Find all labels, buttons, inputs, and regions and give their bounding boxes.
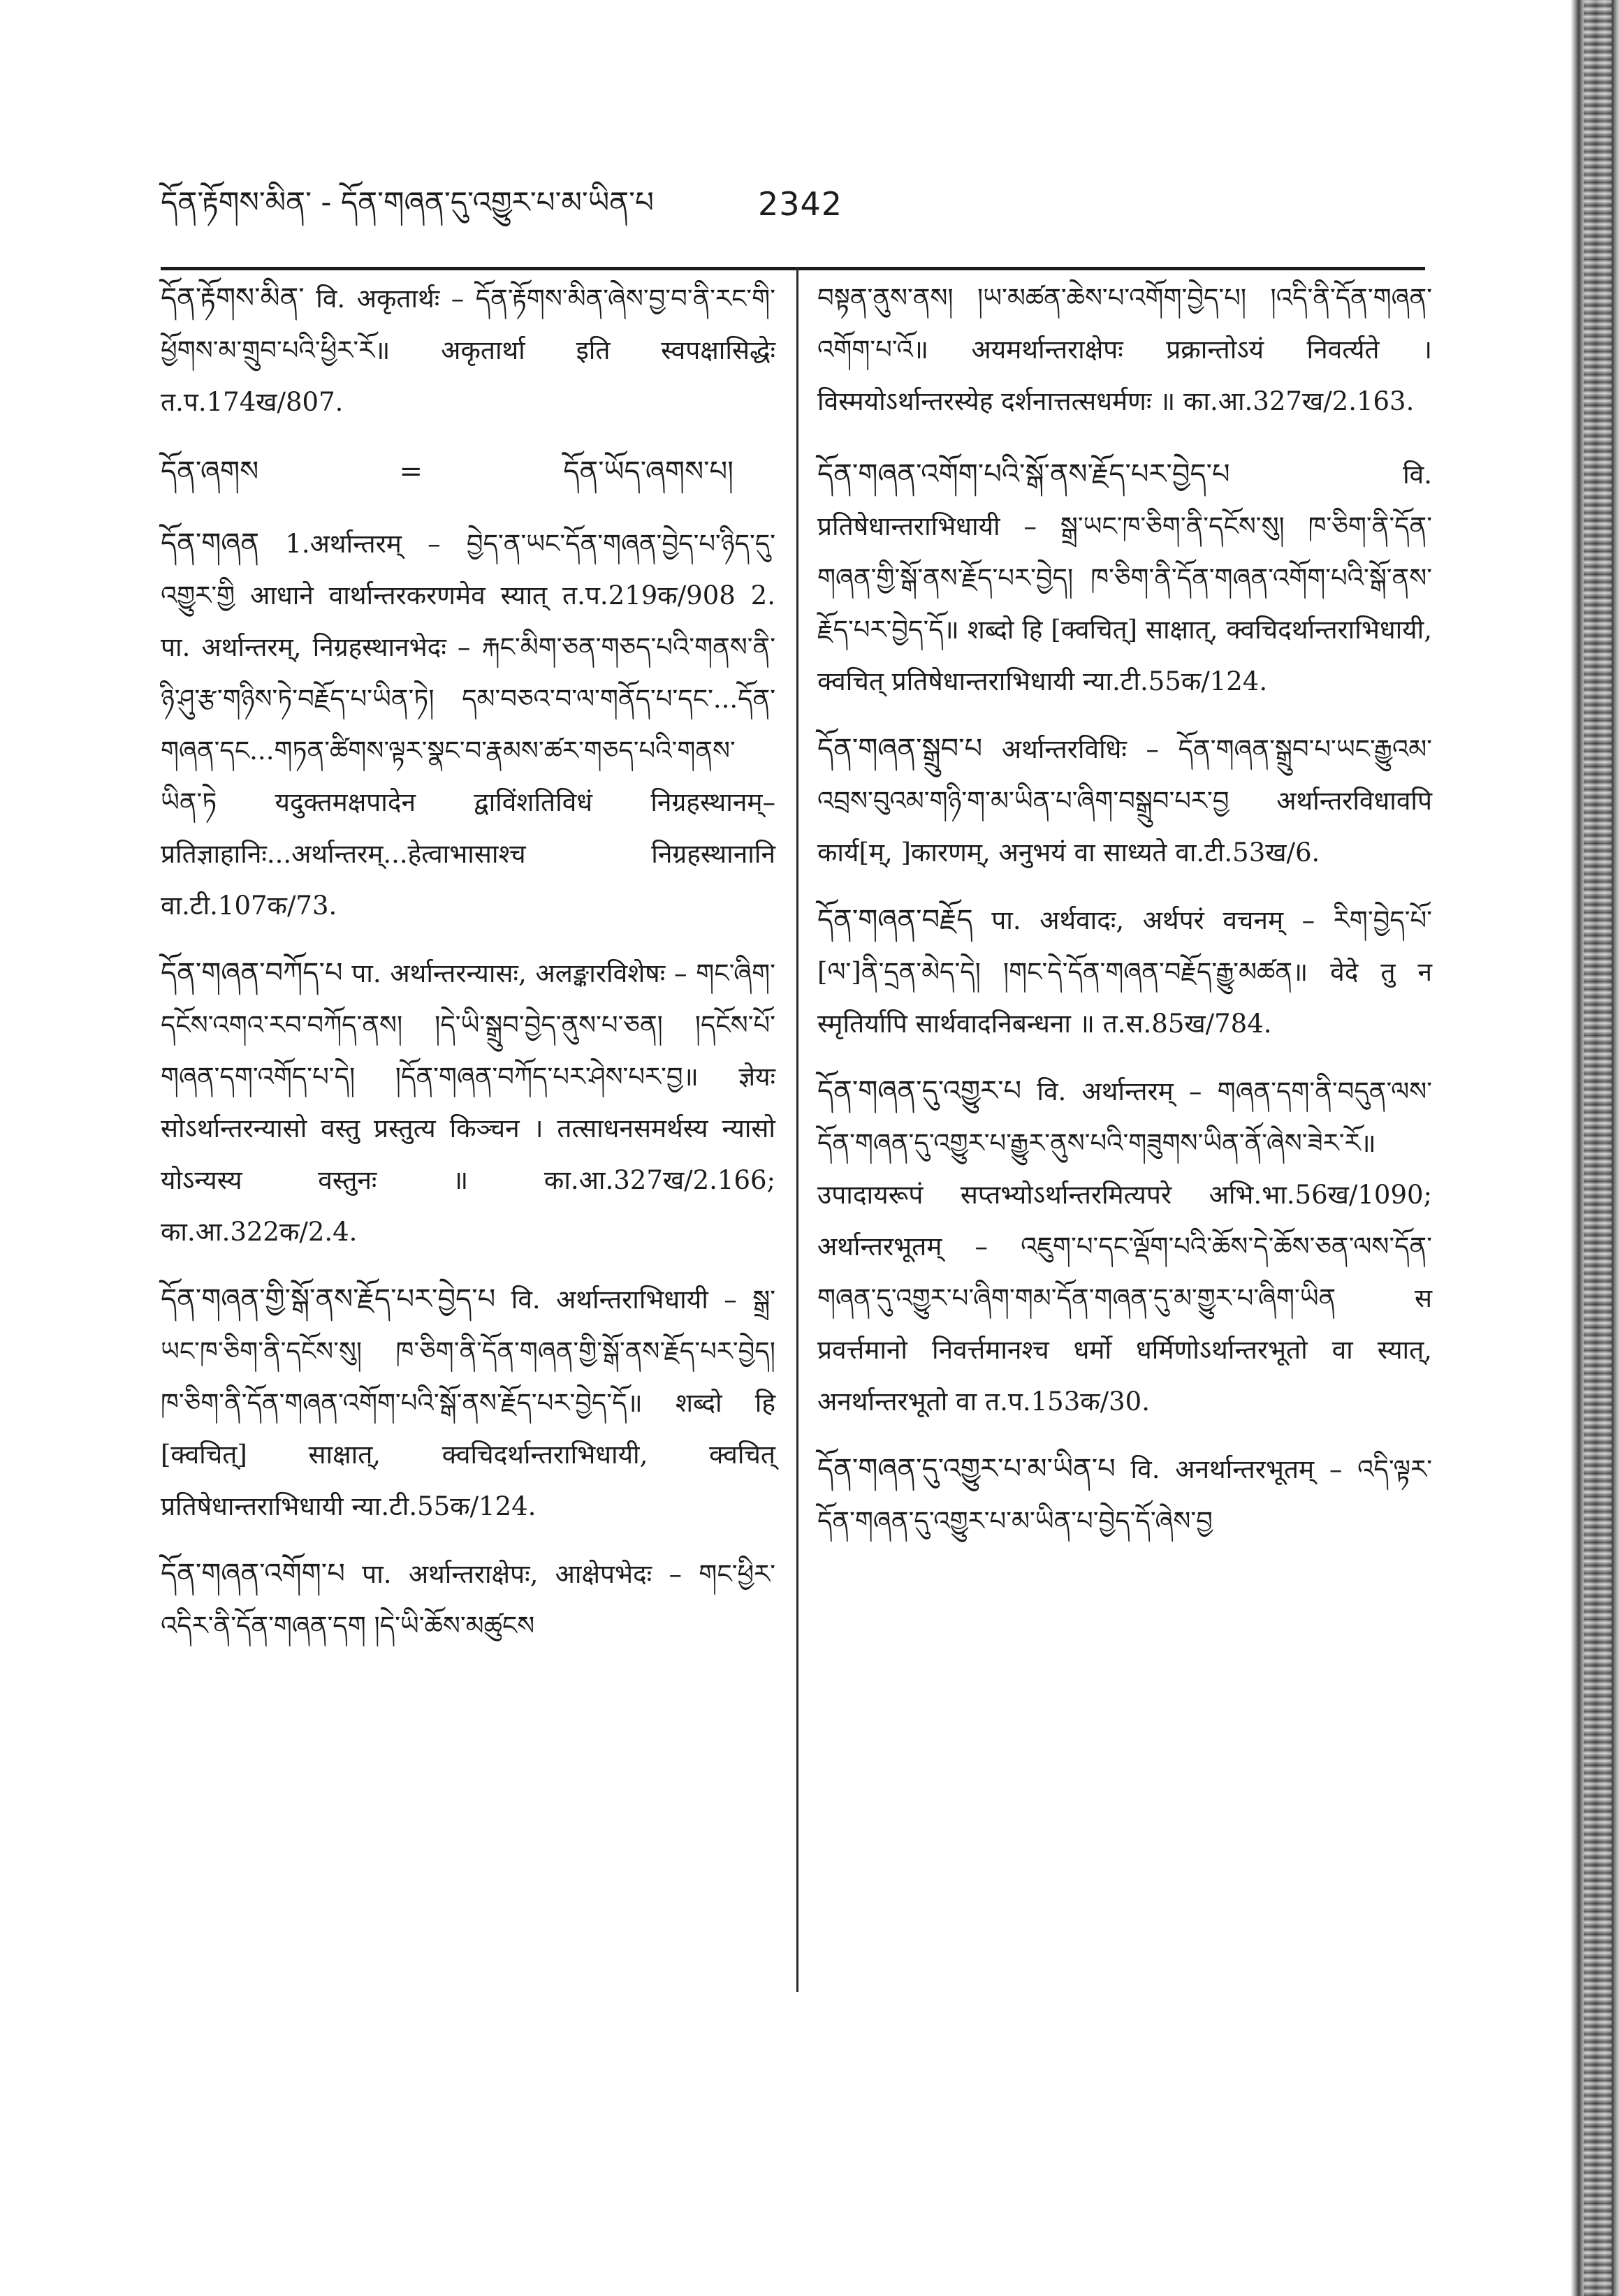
cross-reference-target: དོན་ཡོད་ཞགས་པ། xyxy=(563,455,734,488)
entry-headword: དོན་གཞན xyxy=(161,527,260,560)
entry-headword: དོན་གཞན་འགོག་པ xyxy=(161,1558,345,1590)
left-column xyxy=(161,272,775,1667)
cross-reference-entry xyxy=(161,444,734,499)
entry-headword: དོན་གཞན་བརྗོད xyxy=(817,904,973,936)
running-header xyxy=(161,178,1209,234)
entry-headword: དོན་གཞན་དུ་འགྱུར་པ་མ་ཡིན་པ xyxy=(817,1453,1116,1485)
running-head-title: དོན་རྟོགས་མིན་ - དོན་གཞན་དུ་འགྱུར་པ་མ་ཡིན་པ xyxy=(161,185,654,219)
dictionary-entry xyxy=(161,1548,775,1652)
entry-definition: 1.अर्थान्तरम् – བྱེད་ན་ཡང་དོན་གཞན་བྱེད་པ་ཉིད་དུ་འགྱུར་གྱི आधाने वार्थान्तरकरणमेव स्यात् त.प.219क/908 2. पा. अर्थान्तरम्, निग्रहस्थानभेदः – རྐང་མིག་ཅན་གཅད་པའི་གནས་ནི་ཉི་ཤུ་རྩ་གཉིས་ཏེ་བརྗོད་པ་ཡིན་ཏེ། དམ་བཅའ་བ་ལ་གནོད་པ་དང་...དོན་གཞན་དང...གཏན་ཚིགས་ལྟར་སྣང་བ་རྣམས་ཚར་གཅད་པའི་གནས་ཡིན་ཏེ यदुक्तमक्षपादेन द्वाविंशतिविधं निग्रहस्थानम्–प्रतिज्ञाहानिः...अर्थान्तरम्...हेत्वाभासाश्च निग्रहस्थानानि वा.टी.107क/73. xyxy=(161,529,776,921)
entry-headword: དོན་གཞན་བཀོད་པ xyxy=(161,957,343,989)
entry-definition: वि. अनर्थान्तरभूतम् – འདི་ལྟར་དོན་གཞན་དུ་འགྱུར་པ་མ་ཡིན་པ་བྱེད་དོ་ཞེས་བྱ xyxy=(817,1454,1433,1536)
right-column xyxy=(817,272,1432,1563)
header-rule xyxy=(161,267,1425,270)
dictionary-entry xyxy=(161,518,775,932)
dictionary-entry xyxy=(817,894,1432,1050)
dictionary-entry xyxy=(161,947,775,1258)
entry-headword: དོན་གཞན་དུ་འགྱུར་པ xyxy=(817,1075,1022,1107)
entry-continuation xyxy=(817,272,1432,427)
entry-definition: पा. अर्थान्तरन्यासः, अलङ्कारविशेषः – གང་ཞིག་དངོས་འགའ་རབ་བཀོད་ནས། །དེ་ཡི་སྒྲུབ་བྱེད་ནུས་པ་ཅན། །དངོས་པོ་གཞན་དག་འགོད་པ་དེ། །དོན་གཞན་བཀོད་པར་ཤེས་པར་བྱ॥ ज्ञेयः सोऽर्थान्तरन्यासो वस्तु प्रस्तुत्य किञ्चन । तत्साधनसमर्थस्य न्यासो योऽन्यस्य वस्तुनः ॥ का.आ.327ख/2.166; का.आ.322क/2.4. xyxy=(161,958,775,1247)
dictionary-entry xyxy=(817,723,1432,879)
dictionary-entry xyxy=(161,272,775,428)
entry-definition: བསྟན་ནུས་ནས། །ཡ་མཚན་ཆེས་པ་འགོག་བྱེད་པ། །འདི་ནི་དོན་གཞན་འགོག་པ་འོ॥ अयमर्थान्तराक्षेपः प्रक्रान्तोऽयं निवर्त्यते । विस्मयोऽर्थान्तरस्येह दर्शनात्तत्सधर्मणः ॥ का.आ.327ख/2.163. xyxy=(817,283,1432,416)
entry-definition: वि. अकृतार्थः – དོན་རྟོགས་མིན་ཞེས་བྱ་བ་ནི་རང་གི་ཕྱོགས་མ་གྲུབ་པའི་ཕྱིར་རོ॥ अकृतार्था इति स्वपक्षासिद्धेः त.प.174ख/807. xyxy=(161,284,776,417)
entry-headword: དོན་གཞན་འགོག་པའི་སྒོ་ནས་རྗོད་པར་བྱེད་པ xyxy=(817,458,1230,490)
entry-headword: དོན་རྟོགས་མིན་ xyxy=(161,282,305,314)
entry-headword: དོན་གཞན་གྱི་སྒོ་ནས་རྗོད་པར་བྱེད་པ xyxy=(161,1283,496,1315)
entry-definition: पा. अर्थवादः, अर्थपरं वचनम् – རིག་བྱེད་པོ་[ལ་]ནི་དྲན་མེད་དེ། །གང་དེ་དོན་གཞན་བརྗོད་རྒྱུ་མཚན॥ वेदे तु न स्मृतिर्यापि सार्थवादनिबन्धना ॥ त.स.85ख/784. xyxy=(817,905,1432,1039)
dictionary-entry xyxy=(817,1065,1432,1428)
column-divider xyxy=(796,267,798,1992)
entry-headword: དོན་གཞན་སྒྲུབ་པ xyxy=(817,733,983,765)
page-number: 2342 xyxy=(758,185,843,223)
entry-definition: वि. अर्थान्तराभिधायी – སྒྲ་ཡང་ཁ་ཅིག་ནི་དངོས་སུ། ཁ་ཅིག་ནི་དོན་གཞན་གྱི་སྒོ་ནས་རྗོད་པར་བྱེད། ཁ་ཅིག་ནི་དོན་གཞན་འགོག་པའི་སྒོ་ནས་རྗོད་པར་བྱེད་དོ॥ शब्दो हि [क्वचित्] साक्षात्, क्वचिदर्थान्तराभिधायी, क्वचित् प्रतिषेधान्तराभिधायी न्या.टी.55क/124. xyxy=(161,1285,775,1521)
entry-definition: वि. अर्थान्तरम् – གཞན་དག་ནི་བདུན་ལས་དོན་གཞན་དུ་འགྱུར་པ་རྒྱུར་ནུས་པའི་གཟུགས་ཡིན་ནོ་ཞེས་ཟེར་རོ॥ उपादायरूपं सप्तभ्योऽर्थान्तरमित्यपरे अभि.भा.56ख/1090; अर्थान्तरभूतम् – འཇུག་པ་དང་ལྡོག་པའི་ཆོས་དེ་ཆོས་ཅན་ལས་དོན་གཞན་དུ་འགྱུར་པ་ཞིག་གམ་དོན་གཞན་དུ་མ་གྱུར་པ་ཞིག་ཡིན स प्रवर्त्तमानो निवर्त्तमानश्च धर्मो धर्मिणोऽर्थान्तरभूतो वा स्यात्, अनर्थान्तरभूतो वा त.प.153क/30. xyxy=(817,1076,1432,1417)
dictionary-entry xyxy=(161,1273,775,1533)
dictionary-entry xyxy=(817,448,1432,708)
scan-edge-shadow xyxy=(1571,0,1620,2296)
entry-definition: वि. प्रतिषेधान्तराभिधायी – སྒྲ་ཡང་ཁ་ཅིག་ནི་དངོས་སུ། ཁ་ཅིག་ནི་དོན་གཞན་གྱི་སྒོ་ནས་རྗོད་པར་བྱེད། ཁ་ཅིག་ནི་དོན་གཞན་འགོག་པའི་སྒོ་ནས་རྗོད་པར་བྱེད་དོ॥ शब्दो हि [क्वचित्] साक्षात्, क्वचिदर्थान्तराभिधायी, क्वचित् प्रतिषेधान्तराभिधायी न्या.टी.55क/124. xyxy=(817,460,1432,696)
dictionary-entry xyxy=(817,1443,1432,1547)
entry-definition: अर्थान्तरविधिः – དོན་གཞན་སྒྲུབ་པ་ཡང་རྒྱུའམ་འབྲས་བུའམ་གཉི་ག་མ་ཡིན་པ་ཞིག་བསྒྲུབ་པར་བྱ अर्थान्तरविधावपि कार्य[म्, ]कारणम्, अनुभयं वा साध्यते वा.टी.53ख/6. xyxy=(817,734,1433,868)
equals-sign: = xyxy=(399,455,423,488)
entry-headword: དོན་ཞགས xyxy=(161,455,259,488)
entry-definition: पा. अर्थान्तराक्षेपः, आक्षेपभेदः – གང་ཕྱིར་འདིར་ནི་དོན་གཞན་དག །དེ་ཡི་ཆོས་མཚུངས xyxy=(161,1559,775,1641)
